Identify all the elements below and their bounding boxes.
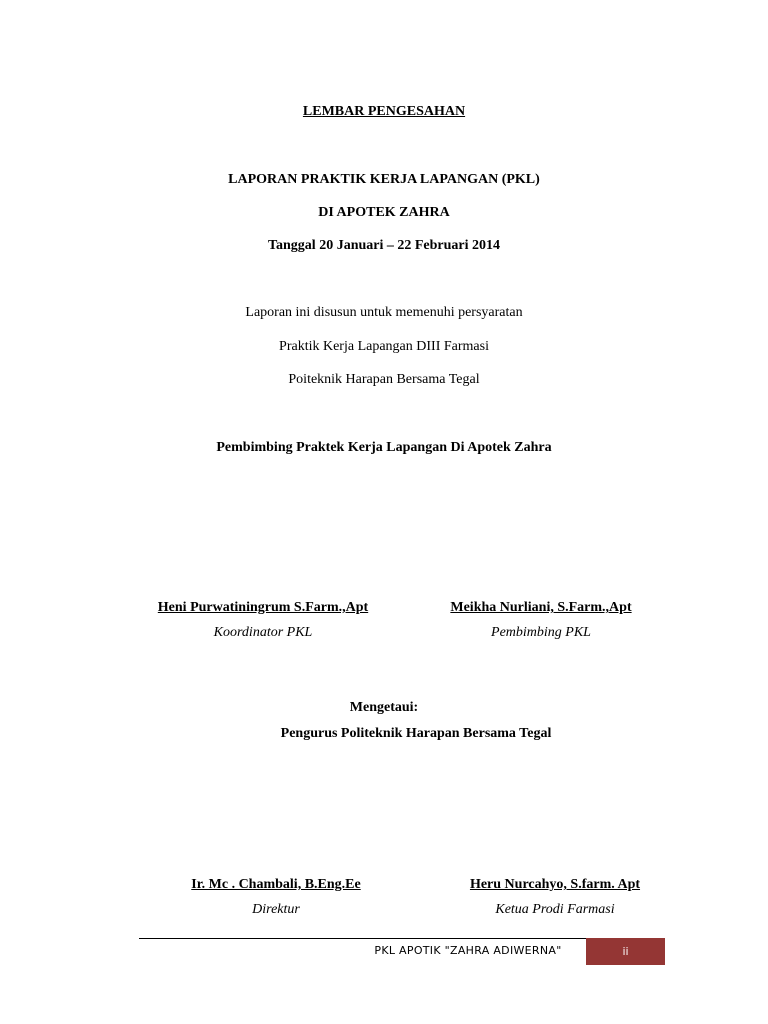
report-date-range: Tanggal 20 Januari – 22 Februari 2014 <box>267 238 501 253</box>
acknowledged-label: Mengetaui: <box>349 700 419 715</box>
signatory-name: Ir. Mc . Chambali, B.Eng.Ee <box>191 877 361 892</box>
institution-board: Pengurus Politeknik Harapan Bersama Tegal <box>280 726 552 741</box>
page-number-box <box>586 938 665 965</box>
report-location: DI APOTEK ZAHRA <box>318 205 450 220</box>
signatory-role: Direktur <box>252 902 300 917</box>
page-number: ii <box>622 945 629 958</box>
document-heading: LEMBAR PENGESAHAN <box>302 104 466 119</box>
footer-divider <box>139 938 586 939</box>
signatory-name: Meikha Nurliani, S.Farm.,Apt <box>450 600 632 615</box>
signatory-role: Ketua Prodi Farmasi <box>495 902 615 917</box>
signatory-role: Pembimbing PKL <box>491 625 591 640</box>
signatory-supervisor <box>433 599 649 642</box>
signatory-head-of-program <box>452 876 658 919</box>
signatory-role: Koordinator PKL <box>213 625 313 640</box>
purpose-line: Poiteknik Harapan Bersama Tegal <box>288 372 480 387</box>
signatory-name: Heni Purwatiningrum S.Farm.,Apt <box>157 600 369 615</box>
purpose-line: Laporan ini disusun untuk memenuhi persyaratan <box>245 305 523 320</box>
signatory-director <box>172 876 380 919</box>
report-title: LAPORAN PRAKTIK KERJA LAPANGAN (PKL) <box>228 172 540 187</box>
signatory-coordinator <box>140 599 386 642</box>
purpose-line: Praktik Kerja Lapangan DIII Farmasi <box>279 339 489 354</box>
supervisor-heading: Pembimbing Praktek Kerja Lapangan Di Apotek Zahra <box>216 440 552 455</box>
signatory-name: Heru Nurcahyo, S.farm. Apt <box>469 877 641 892</box>
footer-label: PKL APOTIK "ZAHRA ADIWERNA" <box>374 944 562 957</box>
